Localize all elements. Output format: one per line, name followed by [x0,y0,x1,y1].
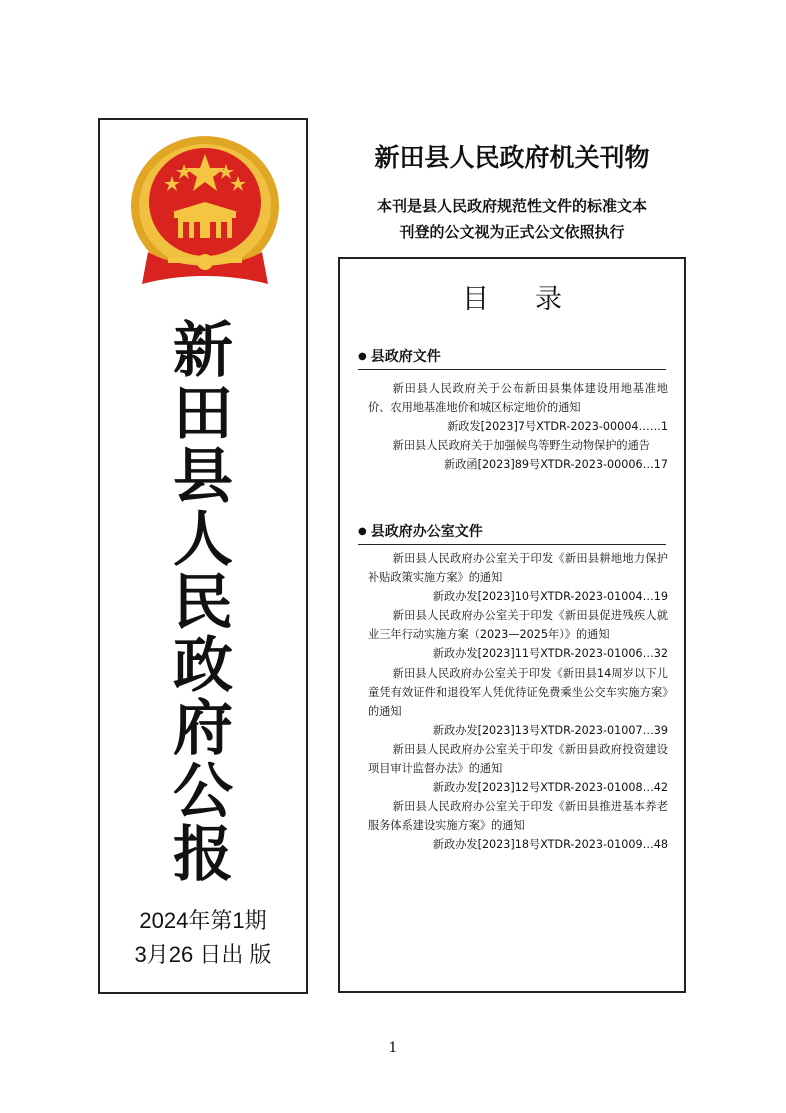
toc-entry-code[interactable]: 新政函[2023]89号XTDR-2023-00006…17 [444,458,668,472]
table-of-contents [338,257,686,993]
notice [320,193,704,245]
bullet-icon: ● [358,351,367,362]
toc-entry-code[interactable]: 新政办发[2023]12号XTDR-2023-01008…42 [432,781,668,795]
title-char: 报 [173,820,233,890]
national-emblem-icon [128,134,282,294]
toc-entry-title[interactable]: 新田县人民政府办公室关于印发《新田县促进残疾人就业三年行动实施方案（2023—2025年）》的通知 [368,609,668,642]
title-char: 田 [173,379,233,449]
toc-section-heading [358,345,666,370]
toc-entry-title[interactable]: 新田县人民政府办公室关于印发《新田县政府投资建设项目审计监督办法》的通知 [368,742,668,776]
section-heading-text: 县政府文件 [370,349,441,365]
toc-entry-code[interactable]: 新政办发[2023]11号XTDR-2023-01006…32 [432,647,668,661]
title-char: 新 [173,316,233,386]
toc-entry-title[interactable]: 新田县人民政府办公室关于印发《新田县14周岁以下儿童凭有效证件和退役军人凭优待证免费乘坐公交车实施方案》的通知 [368,666,668,718]
title-char: 公 [173,757,233,827]
section-heading-text: 县政府办公室文件 [370,524,483,540]
notice-line: 刊登的公文视为正式公文依照执行 [399,223,625,241]
title-char: 民 [173,568,233,638]
org-title: 新田县人民政府机关刊物 [374,143,650,172]
notice-line: 本刊是县人民政府规范性文件的标准文本 [376,197,647,215]
title-char: 府 [173,694,233,764]
toc-entry-code[interactable]: 新政发[2023]7号XTDR-2023-00004……1 [447,420,668,434]
toc-entry-title[interactable]: 新田县人民政府办公室关于印发《新田县推进基本养老服务体系建设实施方案》的通知 [368,800,668,833]
toc-entry-title[interactable]: 新田县人民政府关于加强候鸟等野生动物保护的通告 [392,439,650,453]
masthead-panel [98,118,308,994]
date-line: 3月26 日出 版 [134,942,272,967]
title-char: 人 [173,505,233,575]
issue-info [100,904,306,972]
title-char: 政 [173,631,233,701]
toc-entry-title[interactable]: 新田县人民政府关于公布新田县集体建设用地基准地价、农用地基准地价和城区标定地价的通知 [368,382,668,415]
title-char: 县 [173,442,233,512]
issue-line: 2024年第1期 [139,908,267,933]
vertical-title [100,316,306,890]
page-number: 1 [388,1040,398,1056]
toc-title: 目录 [462,284,608,315]
toc-entry-code[interactable]: 新政办发[2023]18号XTDR-2023-01009…48 [432,838,668,852]
toc-entry-code[interactable]: 新政办发[2023]10号XTDR-2023-01004…19 [432,590,668,604]
toc-section-heading [358,520,666,545]
toc-section-entries [368,379,668,474]
bullet-icon: ● [358,526,367,537]
toc-entry-code[interactable]: 新政办发[2023]13号XTDR-2023-01007…39 [432,723,668,737]
toc-section-entries [368,549,668,855]
toc-entry-title[interactable]: 新田县人民政府办公室关于印发《新田县耕地地力保护补贴政策实施方案》的通知 [368,552,668,585]
